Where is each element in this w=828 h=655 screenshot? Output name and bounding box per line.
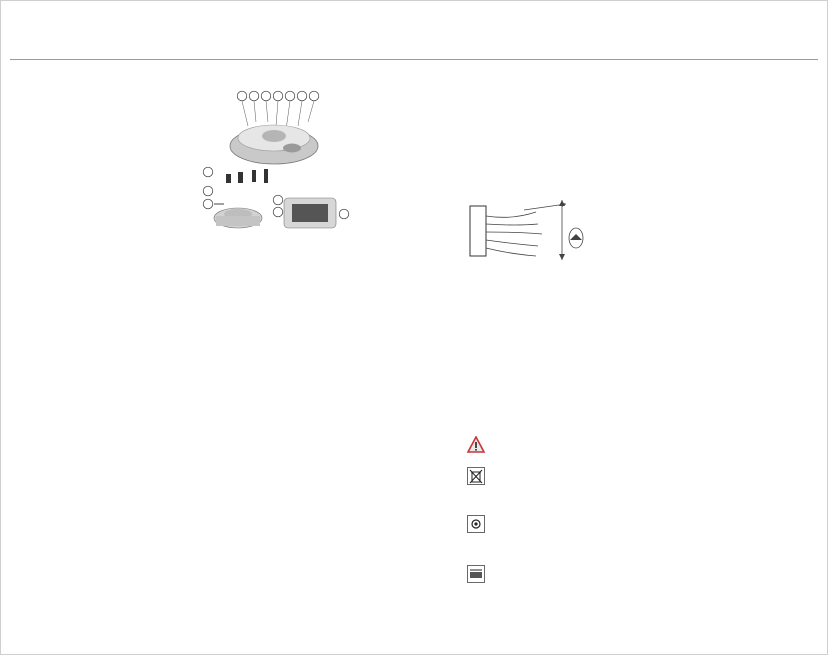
cleaning-icon bbox=[467, 565, 485, 583]
header-divider bbox=[10, 59, 818, 60]
heat-icon bbox=[467, 515, 485, 533]
recycling-bin-icon bbox=[467, 467, 485, 485]
callout-numbers-top bbox=[237, 91, 319, 101]
warning-triangle-icon bbox=[467, 436, 485, 454]
sensor-direction-diagram bbox=[466, 194, 816, 264]
radio-product-diagram bbox=[196, 86, 364, 246]
